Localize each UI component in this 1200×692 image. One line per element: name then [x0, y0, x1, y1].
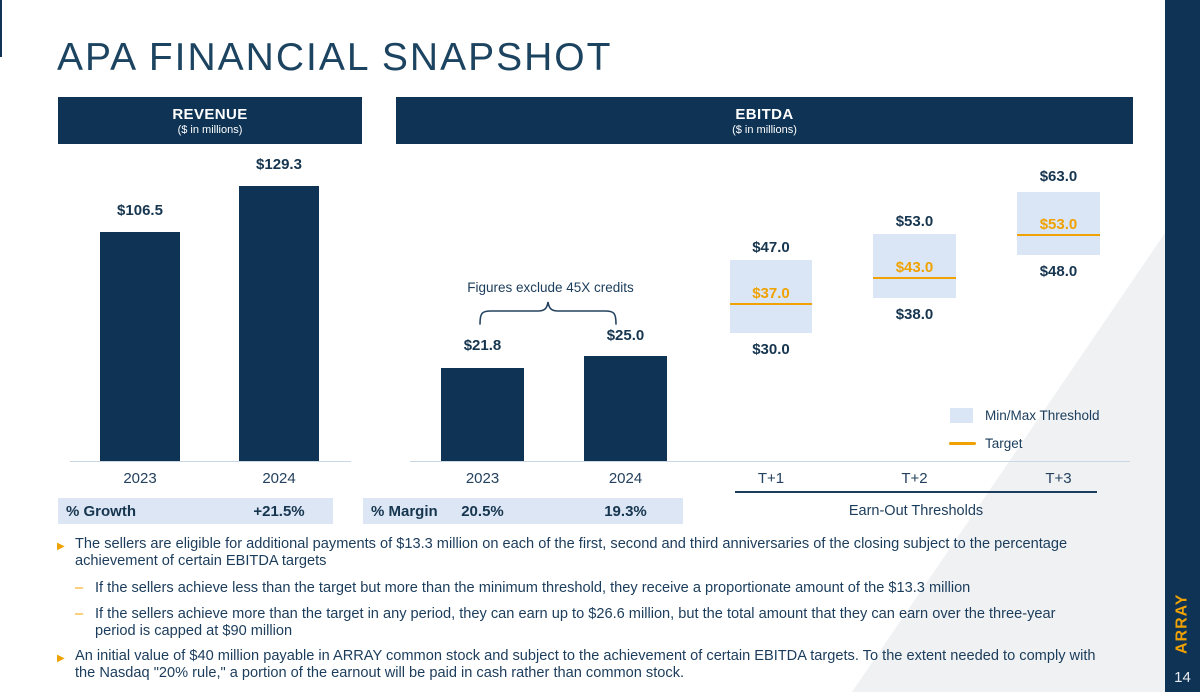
margin-row-value-2023: 20.5% — [461, 503, 504, 520]
bullet-item — [57, 536, 1123, 570]
earnout-t3-target-line — [1017, 234, 1100, 236]
ebitda-category-2023: 2023 — [465, 470, 500, 487]
legend-minmax-label: Min/Max Threshold — [985, 408, 1100, 423]
earnout-category-t1: T+1 — [757, 470, 785, 487]
brace-icon — [478, 300, 618, 326]
bullet-text: If the sellers achieve more than the target in any period, they can earn up to $26.6 million, but the total amount that they can earn over the three-year period is capped at $90 million — [95, 606, 1056, 639]
bullet-item — [57, 580, 1123, 597]
bullet-item — [57, 648, 1123, 682]
dash-bullet-icon: – — [75, 580, 84, 596]
earnout-t1-target-label: $37.0 — [752, 285, 790, 302]
ebitda-header-subtitle: ($ in millions) — [732, 123, 797, 136]
ebitda-header — [396, 97, 1133, 144]
legend-target-swatch — [949, 442, 976, 445]
earnout-t2-min: $38.0 — [895, 306, 934, 323]
page-title: APA FINANCIAL SNAPSHOT — [57, 36, 613, 79]
earnout-axis-underline — [735, 491, 1097, 493]
ebitda-bar-label-2023: $21.8 — [463, 337, 502, 354]
earnout-t2-target-label: $43.0 — [895, 259, 934, 276]
revenue-header-subtitle: ($ in millions) — [177, 123, 243, 136]
revenue-bar-label-2023: $106.5 — [117, 202, 163, 219]
bullet-text: An initial value of $40 million payable in ARRAY common stock and subject to the achievement of certain EBITDA targets. To the extent needed to comply with the Nasdaq "20% rule," a portion of the earnout will be paid in cash rather than common stock. — [75, 648, 1096, 681]
revenue-category-2023: 2023 — [123, 470, 157, 487]
growth-row-value: +21.5% — [253, 503, 305, 520]
bullet-text: The sellers are eligible for additional payments of $13.3 million on each of the first, second and third anniversaries of the closing subject to the percentage achievement of certain EBITDA targets — [75, 536, 1068, 569]
dash-bullet-icon: – — [75, 606, 84, 622]
ebitda-category-2024: 2024 — [608, 470, 643, 487]
revenue-category-2024: 2024 — [262, 470, 296, 487]
earnout-t1-target-line — [730, 303, 812, 305]
margin-row-label: % Margin — [371, 502, 438, 520]
revenue-bar-2023 — [100, 232, 180, 461]
growth-row-label: % Growth — [66, 502, 136, 520]
earnout-caption: Earn-Out Thresholds — [848, 503, 984, 519]
earnout-t2-max: $53.0 — [895, 213, 934, 230]
revenue-header-title: REVENUE — [172, 105, 248, 123]
earnout-category-t3: T+3 — [1045, 470, 1072, 487]
earnout-t3-target-label: $53.0 — [1039, 216, 1078, 233]
revenue-axis-line — [70, 461, 351, 462]
ebitda-annotation: Figures exclude 45X credits — [467, 280, 634, 295]
earnout-t3-min: $48.0 — [1039, 263, 1078, 280]
ebitda-bar-2024 — [584, 356, 667, 461]
triangle-bullet-icon: ▶ — [57, 653, 65, 664]
page-number: 14 — [1174, 669, 1191, 686]
ebitda-bar-label-2024: $25.0 — [606, 327, 645, 344]
revenue-bar-2024 — [239, 186, 319, 461]
legend-minmax-swatch — [950, 408, 973, 423]
bullet-item — [57, 606, 1123, 640]
earnout-t1-min: $30.0 — [752, 341, 790, 358]
revenue-header — [58, 97, 362, 144]
revenue-bar-label-2024: $129.3 — [256, 156, 302, 173]
ebitda-bar-2023 — [441, 368, 524, 461]
earnout-t2-target-line — [873, 277, 956, 279]
bullet-list — [57, 536, 1123, 682]
earnout-t1-max: $47.0 — [752, 239, 790, 256]
bullet-text: If the sellers achieve less than the target but more than the minimum threshold, they receive a proportionate amount of the $13.3 million — [95, 580, 971, 596]
ebitda-header-title: EBITDA — [735, 105, 794, 123]
ebitda-axis-line — [410, 461, 1130, 462]
brand-vertical-text: ARRAY — [1173, 593, 1191, 655]
margin-row-value-2024: 19.3% — [604, 503, 647, 520]
left-edge-line — [0, 0, 2, 57]
side-band — [1165, 0, 1200, 692]
earnout-category-t2: T+2 — [901, 470, 928, 487]
triangle-bullet-icon: ▶ — [57, 541, 65, 552]
earnout-t3-max: $63.0 — [1039, 168, 1078, 185]
legend-target-label: Target — [985, 436, 1023, 451]
